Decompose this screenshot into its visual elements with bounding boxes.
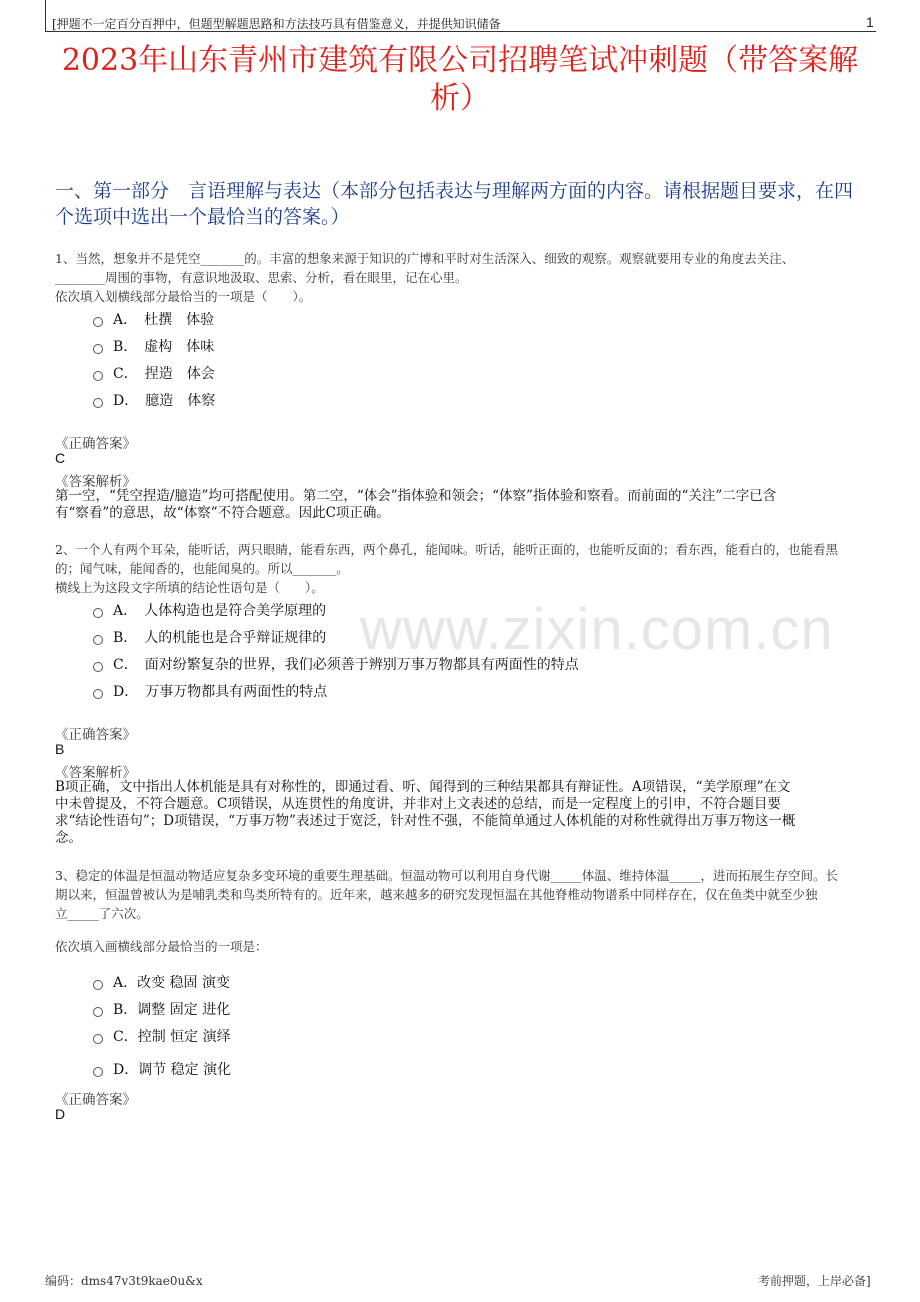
question-2-line-1: 2、一个人有两个耳朵，能听话，两只眼睛，能看东西，两个鼻孔，能闻味。听话，能听正面的，也能听反面的；看东西，能看白的，也能看黑 bbox=[55, 542, 838, 557]
question-2-option-d[interactable] bbox=[93, 681, 327, 701]
answer-label: 《正确答案》 bbox=[55, 727, 136, 743]
option-label: A． 杜撰 体验 bbox=[113, 312, 215, 328]
radio-icon[interactable] bbox=[93, 635, 103, 645]
question-1-stem bbox=[55, 249, 865, 306]
analysis-label: 《答案解析》 bbox=[55, 474, 136, 490]
analysis-label: 《答案解析》 bbox=[55, 765, 136, 781]
footer-code: 编码：dms47v3t9kae0u&x bbox=[45, 1274, 203, 1288]
option-label: C．控制 恒定 演绎 bbox=[113, 1029, 231, 1045]
question-2-line-3: 横线上为这段文字所填的结论性语句是（ ）。 bbox=[55, 580, 324, 595]
radio-icon[interactable] bbox=[93, 398, 103, 408]
question-2-answer: B bbox=[55, 741, 65, 757]
question-1-analysis bbox=[55, 488, 855, 522]
radio-icon[interactable] bbox=[93, 689, 103, 699]
option-label: C． 捏造 体会 bbox=[113, 366, 215, 382]
option-label: A．改变 稳固 演变 bbox=[113, 975, 231, 991]
analysis-line: 第一空，“凭空捏造/臆造”均可搭配使用。第二空，“体会”指体验和领会；“体察”指体验和察看。而前面的“关注”二字已含 bbox=[55, 488, 777, 504]
option-label: C． 面对纷繁复杂的世界，我们必须善于辨别万事万物都具有两面性的特点 bbox=[113, 657, 579, 673]
answer-label: 《正确答案》 bbox=[55, 436, 136, 452]
question-1-option-c[interactable] bbox=[93, 363, 215, 383]
radio-icon[interactable] bbox=[93, 371, 103, 381]
analysis-line: 求“结论性语句”；D项错误，“万事万物”表述过于宽泛，针对性不强，不能简单通过人体机能的对称性就得出万事万物这一概 bbox=[55, 813, 796, 829]
option-label: B． 人的机能也是合乎辩证规律的 bbox=[113, 630, 327, 646]
answer-label: 《正确答案》 bbox=[55, 1092, 136, 1108]
analysis-line: 中未曾提及，不符合题意。C项错误，从连贯性的角度讲，并非对上文表述的总结，而是一定程度上的引申，不符合题目要 bbox=[55, 796, 781, 812]
question-1-line-3: 依次填入划横线部分最恰当的一项是（ ）。 bbox=[55, 289, 312, 304]
radio-icon[interactable] bbox=[93, 1034, 103, 1044]
question-2-analysis bbox=[55, 779, 855, 847]
question-1-line-1: 1、当然，想象并不是凭空_______的。丰富的想象来源于知识的广博和平时对生活深入、细致的观察。观察就要用专业的角度去关注、 bbox=[55, 251, 795, 266]
option-label: D． 万事万物都具有两面性的特点 bbox=[113, 684, 328, 700]
radio-icon[interactable] bbox=[93, 608, 103, 618]
option-label: D． 臆造 体察 bbox=[113, 393, 216, 409]
question-3-line-3: 立_____了六次。 bbox=[55, 906, 149, 921]
question-2-option-a[interactable] bbox=[93, 600, 326, 620]
header-note: [押题不一定百分百押中，但题型解题思路和方法技巧具有借鉴意义，并提供知识储备 bbox=[52, 17, 501, 31]
question-1-option-b[interactable] bbox=[93, 336, 214, 356]
question-1-option-d[interactable] bbox=[93, 390, 215, 410]
question-3-option-c[interactable] bbox=[93, 1026, 231, 1046]
page-number: 1 bbox=[866, 14, 874, 30]
radio-icon[interactable] bbox=[93, 317, 103, 327]
question-3-option-d[interactable] bbox=[93, 1059, 231, 1079]
radio-icon[interactable] bbox=[93, 980, 103, 990]
option-label: A． 人体构造也是符合美学原理的 bbox=[113, 603, 327, 619]
option-label: D．调节 稳定 演化 bbox=[113, 1062, 232, 1078]
question-3-stem bbox=[55, 866, 865, 923]
option-label: B．调整 固定 进化 bbox=[113, 1002, 231, 1018]
question-3-option-a[interactable] bbox=[93, 972, 230, 992]
watermark: www.zixin.com.cn bbox=[360, 597, 834, 662]
radio-icon[interactable] bbox=[93, 662, 103, 672]
page-title bbox=[40, 42, 880, 118]
question-2-stem bbox=[55, 540, 865, 597]
question-2-line-2: 的；闻气味，能闻香的，也能闻臭的。所以_______。 bbox=[55, 561, 349, 576]
analysis-line: B项正确，文中指出人体机能是具有对称性的，即通过看、听、闻得到的三种结果都具有辩证性。A项错误，“美学原理”在文 bbox=[55, 779, 791, 795]
title-line-2: 析） bbox=[430, 81, 490, 116]
radio-icon[interactable] bbox=[93, 344, 103, 354]
question-1-option-a[interactable] bbox=[93, 309, 214, 329]
question-2-option-c[interactable] bbox=[93, 654, 579, 674]
question-1-line-2: ________周围的事物，有意识地汲取、思索、分析，看在眼里，记在心里。 bbox=[55, 270, 468, 285]
section-title: 一、第一部分 言语理解与表达（本部分包括表达与理解两方面的内容。请根据题目要求，在四个选项中选出一个最恰当的答案。） bbox=[55, 180, 854, 228]
question-3-prompt: 依次填入画横线部分最恰当的一项是： bbox=[55, 939, 268, 954]
question-2-option-b[interactable] bbox=[93, 627, 326, 647]
radio-icon[interactable] bbox=[93, 1007, 103, 1017]
question-3-answer: D bbox=[55, 1106, 66, 1122]
analysis-line: 有“察看”的意思，故“体察”不符合题意。因此C项正确。 bbox=[55, 505, 390, 521]
question-3-line-1: 3、稳定的体温是恒温动物适应复杂多变环境的重要生理基础。恒温动物可以利用自身代谢_____体温、维持体温_____，进而拓展生存空间。长 bbox=[55, 868, 838, 883]
question-1-answer: C bbox=[55, 450, 66, 466]
footer-slogan: 考前押题，上岸必备] bbox=[758, 1274, 871, 1288]
option-label: B． 虚构 体味 bbox=[113, 339, 215, 355]
radio-icon[interactable] bbox=[93, 1067, 103, 1077]
title-line-1: 2023年山东青州市建筑有限公司招聘笔试冲刺题（带答案解 bbox=[61, 43, 859, 78]
question-3-option-b[interactable] bbox=[93, 999, 230, 1019]
question-3-line-2: 期以来，恒温曾被认为是哺乳类和鸟类所特有的。近年来，越来越多的研究发现恒温在其他脊椎动物谱系中同样存在，仅在鱼类中就至少独 bbox=[55, 887, 818, 902]
analysis-line: 念。 bbox=[55, 830, 82, 846]
